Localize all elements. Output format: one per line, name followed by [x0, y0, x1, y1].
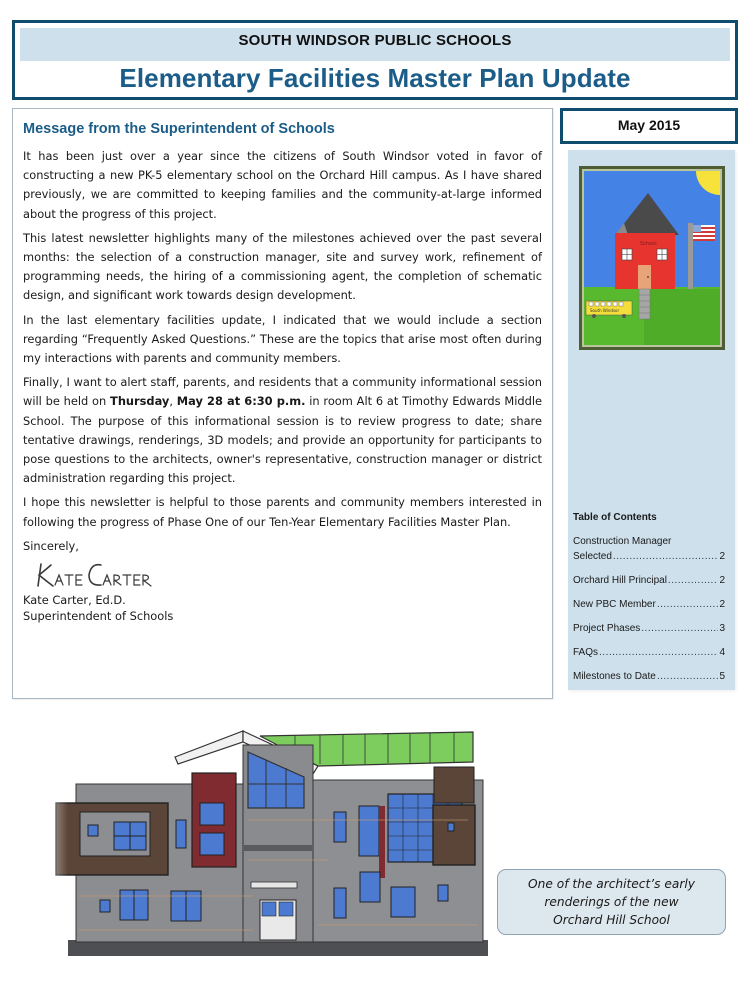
flag-pole	[688, 223, 693, 289]
toc-item-label: Orchard Hill Principal	[573, 575, 667, 586]
toc-item-label-line1: Construction Manager	[573, 536, 672, 547]
caption-line: One of the architect’s early	[528, 877, 695, 891]
toc-item[interactable]	[573, 534, 725, 564]
message-paragraph: This latest newsletter highlights many of the milestones achieved over the past several months: the selection of a construction manager, site and survey work, refinement of programming needs, the hiring of a commissioning agent, the completion of schematic design, and significant work towards design development.	[23, 230, 542, 303]
toc-leader-dots	[657, 669, 719, 684]
issue-date-box	[560, 108, 738, 144]
bus-label: South Windsor	[590, 308, 620, 313]
house-door	[638, 265, 651, 289]
toc-item-label: New PBC Member	[573, 599, 656, 610]
toc-leader-dots	[668, 573, 719, 588]
closing: Sincerely,	[23, 538, 79, 553]
toc-item-label: FAQs	[573, 647, 599, 658]
toc-item-label: Milestones to Date	[573, 671, 656, 682]
house-label: School	[640, 241, 657, 247]
table-of-contents	[573, 512, 725, 693]
org-name: SOUTH WINDSOR PUBLIC SCHOOLS	[238, 32, 512, 49]
message-paragraph: It has been just over a year since the citizens of South Windsor voted in favor of constructing a new PK-5 elementary school on the Orchard Hill campus. As I have shared previously, we are committed to keeping families and the community-at-large informed about the progress of this project.	[23, 149, 542, 221]
masthead	[12, 20, 738, 100]
message-paragraph: I hope this newsletter is helpful to those parents and community members interested in following the progress of Phase One of our Ten-Year Elementary Facilities Master Plan.	[23, 495, 542, 529]
toc-item-page: 5	[719, 671, 725, 682]
artwork-frame	[579, 166, 725, 350]
toc-title: Table of Contents	[573, 512, 657, 523]
caption-line: renderings of the new	[544, 895, 679, 909]
toc-item-page: 4	[719, 647, 725, 658]
superintendent-message	[12, 108, 553, 699]
toc-leader-dots	[613, 549, 719, 564]
toc-item[interactable]	[573, 669, 725, 684]
signature-image	[35, 558, 175, 592]
child-drawing	[582, 169, 722, 347]
toc-item[interactable]	[573, 621, 725, 636]
message-body	[23, 147, 542, 624]
message-heading: Message from the Superintendent of Schools	[23, 121, 335, 137]
signer-title: Superintendent of Schools	[23, 609, 174, 624]
toc-item[interactable]	[573, 645, 725, 660]
toc-item[interactable]	[573, 597, 725, 612]
toc-item-page: 2	[719, 551, 725, 562]
toc-item[interactable]	[573, 573, 725, 588]
sidebar	[568, 150, 735, 690]
session-day: Thursday	[110, 394, 170, 409]
school-drawing-image	[584, 171, 720, 345]
caption-line: Orchard Hill School	[553, 913, 670, 927]
signer-name: Kate Carter, Ed.D.	[23, 593, 126, 608]
toc-item-label: Selected	[573, 551, 612, 562]
toc-item-label: Project Phases	[573, 623, 641, 634]
brown-panel-right	[433, 805, 475, 865]
session-datetime: May 28 at 6:30 p.m.	[176, 394, 306, 409]
session-text-after: in room Alt 6 at Timothy Edwards Middle School. The purpose of this informational session is to review progress to date; share tentative drawings, renderings, 3D models; and provide an opportunity for participants to pose questions to the architects, owner's representative, construction manager or district administration regarding this project.	[23, 394, 543, 486]
architect-rendering	[28, 700, 508, 980]
toc-item-page: 3	[719, 623, 725, 634]
flag-icon	[693, 225, 715, 241]
toc-item-page: 2	[719, 575, 725, 586]
page-title: Elementary Facilities Master Plan Update	[119, 63, 631, 93]
rendering-caption	[497, 869, 726, 935]
session-text: Finally, I want to alert staff, parents, and residents that a community informational session will be held on	[23, 375, 542, 409]
message-paragraph-session	[23, 373, 542, 488]
building-rendering-image	[28, 700, 508, 980]
issue-date: May 2015	[617, 117, 681, 133]
toc-leader-dots	[657, 597, 719, 612]
message-paragraph: In the last elementary facilities update, I indicated that we would include a section regarding “Frequently Asked Questions.” These are the topics that arise most often during my interactions with parents and community members.	[23, 312, 542, 366]
toc-leader-dots	[641, 621, 718, 636]
toc-item-page: 2	[719, 599, 725, 610]
toc-leader-dots	[599, 645, 718, 660]
session-sep: ,	[169, 394, 177, 409]
signature	[35, 558, 542, 592]
